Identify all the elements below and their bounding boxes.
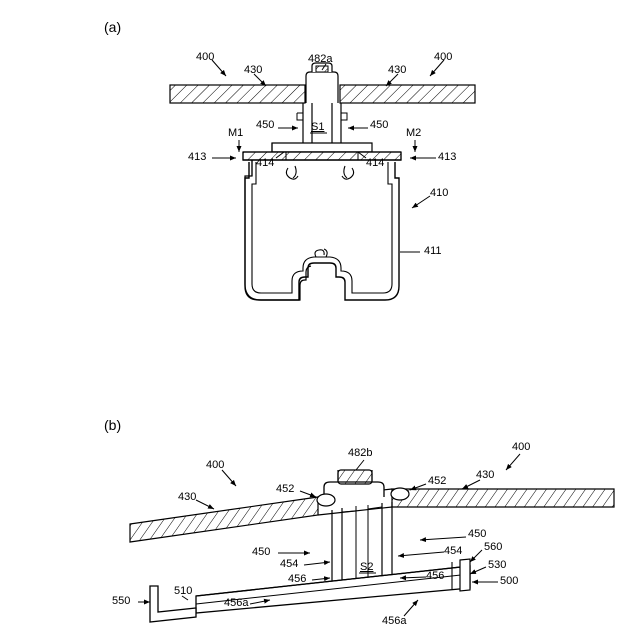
callout-456a-left: 456a — [224, 597, 249, 609]
callout-430-b-right: 430 — [476, 469, 495, 481]
callout-530: 530 — [488, 559, 507, 571]
panel-a-title: (a) — [104, 19, 122, 35]
panel-b-drawing — [130, 454, 614, 622]
callout-450-b-right: 450 — [468, 528, 487, 540]
callout-430-a-left: 430 — [244, 64, 263, 76]
callout-400-b-left: 400 — [206, 459, 225, 471]
callout-414-a-right: 414 — [366, 157, 385, 169]
callout-413-a-left: 413 — [188, 151, 207, 163]
callout-500: 500 — [500, 575, 519, 587]
callout-414-a-left: 414 — [256, 157, 275, 169]
callout-430-a-right: 430 — [388, 64, 407, 76]
callout-452-right: 452 — [428, 475, 447, 487]
callout-m2: M2 — [406, 127, 422, 139]
callout-456a-right: 456a — [382, 615, 407, 627]
callout-456-right: 456 — [426, 570, 445, 582]
callout-450-a-left: 450 — [256, 119, 275, 131]
callout-430-b-left: 430 — [178, 491, 197, 503]
callout-m1: M1 — [228, 127, 244, 139]
callout-454-left: 454 — [280, 558, 299, 570]
panel-b-title: (b) — [104, 417, 122, 433]
callout-456-left: 456 — [288, 573, 307, 585]
callout-400-b-right: 400 — [512, 441, 531, 453]
callout-411: 411 — [424, 245, 442, 257]
callout-410: 410 — [430, 187, 449, 199]
callout-450-a-right: 450 — [370, 119, 389, 131]
callout-450-b-left: 450 — [252, 546, 271, 558]
callout-454-right: 454 — [444, 545, 463, 557]
callout-413-a-right: 413 — [438, 151, 457, 163]
panel-a-drawing — [170, 60, 475, 300]
callout-482a: 482a — [308, 53, 333, 65]
callout-400-a-left: 400 — [196, 51, 215, 63]
callout-510: 510 — [174, 585, 193, 597]
callout-482b: 482b — [348, 447, 373, 459]
callout-s1: S1 — [311, 121, 325, 133]
callout-550: 550 — [112, 595, 131, 607]
callout-s2: S2 — [360, 561, 374, 573]
callout-400-a-right: 400 — [434, 51, 453, 63]
callout-452-left: 452 — [276, 483, 295, 495]
callout-560: 560 — [484, 541, 503, 553]
